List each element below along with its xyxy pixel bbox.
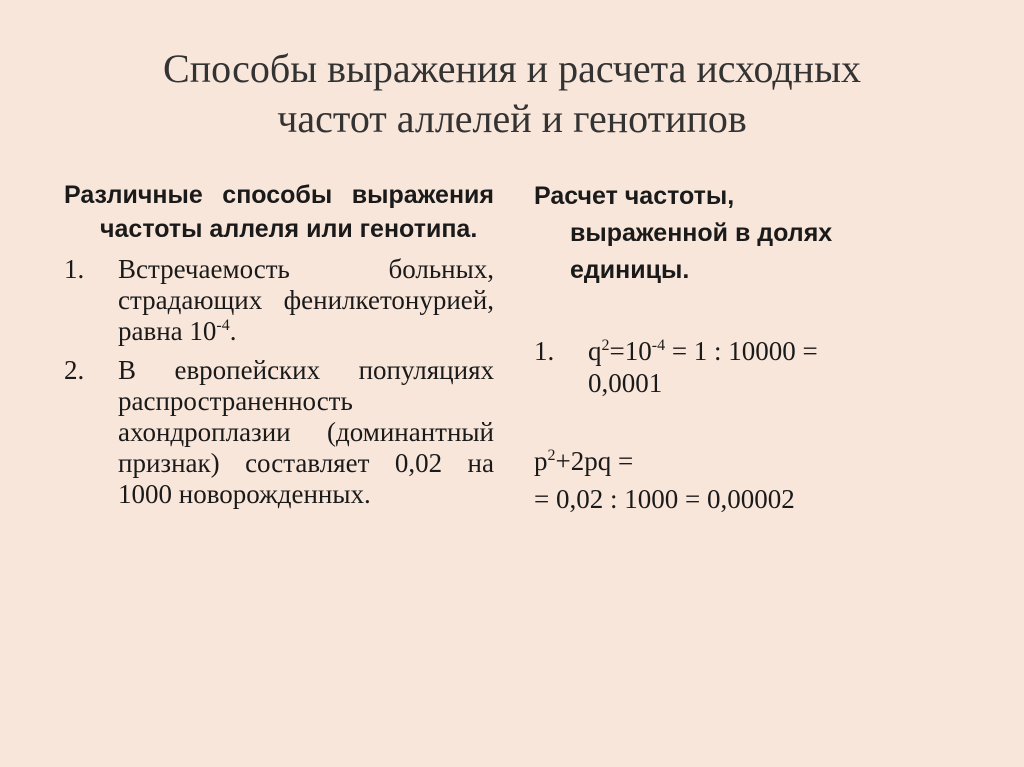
- list-item: [64, 355, 494, 510]
- formula-1: [534, 335, 898, 399]
- right-column: [534, 178, 898, 515]
- list-item-text: Встречаемость больных, страдающих фенилкетонурией, равна 10: [118, 254, 494, 346]
- title-line-2: частот аллелей и генотипов: [277, 96, 747, 141]
- left-column: [64, 178, 494, 518]
- exponent: -4: [216, 317, 230, 334]
- exponent: 2: [547, 447, 556, 464]
- right-heading: Расчет частоты, выраженной в долях единицы.: [534, 182, 833, 284]
- title-line-1: Способы выражения и расчета исходных: [163, 46, 861, 91]
- list-item: [64, 254, 494, 347]
- formula-part: +2pq =: [555, 446, 634, 476]
- list-item-number: 2.: [64, 355, 85, 385]
- formula-part: p: [534, 446, 548, 476]
- formula-2: [534, 445, 898, 477]
- list-item-number: 1.: [64, 254, 85, 284]
- list-item-text: В европейских популяциях распространенность ахондроплазии (доминантный признак) составляет 0,02 на 1000 новорожденных.: [118, 355, 494, 509]
- left-heading: Различные способы выражения частоты аллеля или генотипа.: [64, 181, 494, 243]
- formula-3: = 0,02 : 1000 = 0,00002: [534, 484, 795, 514]
- formula-part: =10: [609, 336, 652, 366]
- exponent: 2: [601, 337, 610, 354]
- list-item-text-end: .: [229, 316, 237, 346]
- exponent: -4: [651, 337, 666, 354]
- left-list: [64, 254, 494, 510]
- slide-title: [0, 44, 1024, 144]
- formula-part: = 1 : 10000 = 0,0001: [588, 336, 818, 398]
- formula-number: 1.: [534, 336, 555, 366]
- formula-part: q: [588, 336, 602, 366]
